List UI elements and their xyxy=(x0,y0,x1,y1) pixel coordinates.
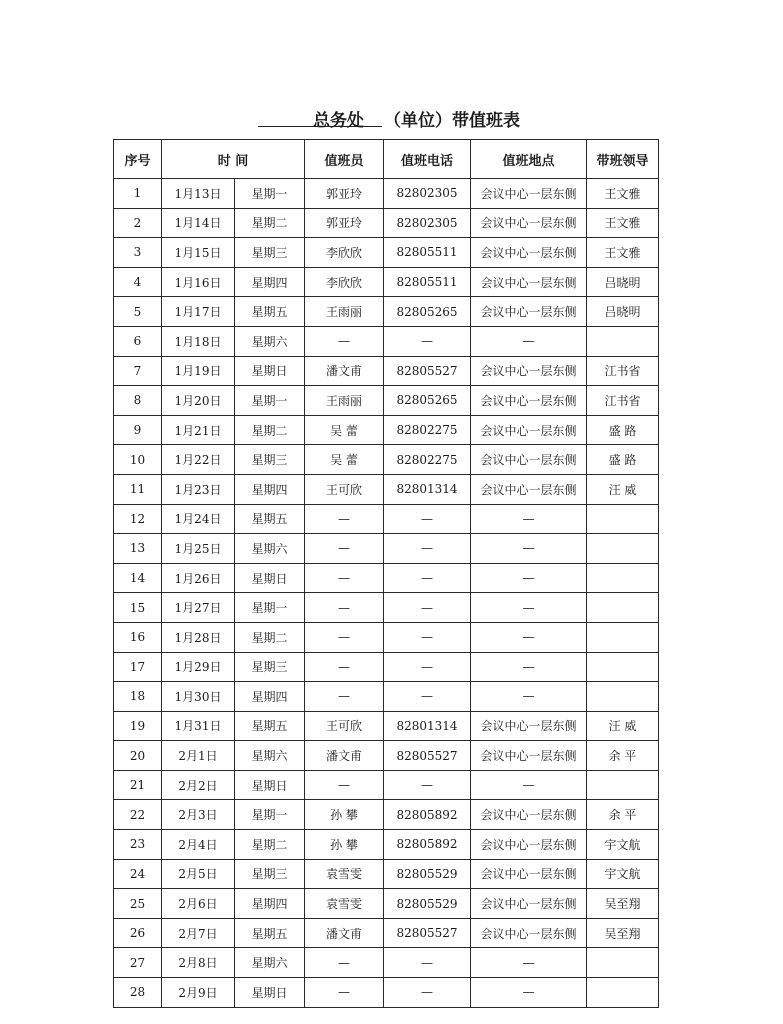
cell-person: 孙 攀 xyxy=(305,800,384,830)
cell-date: 1月21日 xyxy=(162,415,235,445)
table-row xyxy=(114,474,659,504)
cell-date: 1月20日 xyxy=(162,386,235,416)
cell-seq: 17 xyxy=(114,652,162,682)
cell-seq: 24 xyxy=(114,859,162,889)
cell-seq: 7 xyxy=(114,356,162,386)
table-row xyxy=(114,741,659,771)
cell-date: 1月16日 xyxy=(162,267,235,297)
cell-weekday: 星期三 xyxy=(235,238,305,268)
cell-seq: 3 xyxy=(114,238,162,268)
cell-weekday: 星期四 xyxy=(235,889,305,919)
cell-phone: 82801314 xyxy=(384,711,471,741)
cell-person: — xyxy=(305,326,384,356)
cell-weekday: 星期四 xyxy=(235,267,305,297)
cell-date: 1月22日 xyxy=(162,445,235,475)
table-row xyxy=(114,238,659,268)
cell-phone: 82805511 xyxy=(384,267,471,297)
header-person: 值班员 xyxy=(305,140,384,179)
title-unit: 总务处 xyxy=(313,111,364,131)
table-row xyxy=(114,652,659,682)
cell-date: 1月15日 xyxy=(162,238,235,268)
cell-leader xyxy=(587,948,659,978)
cell-person: — xyxy=(305,622,384,652)
cell-location: — xyxy=(471,682,587,712)
cell-phone: — xyxy=(384,534,471,564)
cell-date: 1月13日 xyxy=(162,179,235,209)
cell-person: 潘文甫 xyxy=(305,918,384,948)
cell-phone: — xyxy=(384,682,471,712)
cell-leader xyxy=(587,652,659,682)
cell-date: 2月7日 xyxy=(162,918,235,948)
cell-phone: 82805511 xyxy=(384,238,471,268)
cell-date: 2月8日 xyxy=(162,948,235,978)
cell-person: — xyxy=(305,770,384,800)
table-row xyxy=(114,267,659,297)
cell-location: 会议中心一层东侧 xyxy=(471,830,587,860)
cell-date: 1月24日 xyxy=(162,504,235,534)
cell-phone: 82805265 xyxy=(384,297,471,327)
cell-location: 会议中心一层东侧 xyxy=(471,711,587,741)
cell-person: — xyxy=(305,563,384,593)
cell-location: — xyxy=(471,652,587,682)
cell-location: 会议中心一层东侧 xyxy=(471,889,587,919)
cell-seq: 23 xyxy=(114,830,162,860)
table-row xyxy=(114,593,659,623)
cell-phone: — xyxy=(384,978,471,1008)
cell-location: 会议中心一层东侧 xyxy=(471,297,587,327)
cell-phone: — xyxy=(384,326,471,356)
cell-leader xyxy=(587,504,659,534)
cell-date: 1月27日 xyxy=(162,593,235,623)
cell-seq: 22 xyxy=(114,800,162,830)
cell-person: 潘文甫 xyxy=(305,356,384,386)
cell-leader: 宇文航 xyxy=(587,859,659,889)
cell-location: 会议中心一层东侧 xyxy=(471,386,587,416)
cell-leader xyxy=(587,593,659,623)
cell-person: 潘文甫 xyxy=(305,741,384,771)
table-row xyxy=(114,622,659,652)
cell-location: — xyxy=(471,504,587,534)
table-row xyxy=(114,711,659,741)
cell-phone: 82805892 xyxy=(384,830,471,860)
cell-leader: 宇文航 xyxy=(587,830,659,860)
cell-person: 孙 攀 xyxy=(305,830,384,860)
cell-leader: 吕晓明 xyxy=(587,297,659,327)
cell-person: 李欣欣 xyxy=(305,267,384,297)
cell-seq: 16 xyxy=(114,622,162,652)
cell-seq: 9 xyxy=(114,415,162,445)
cell-weekday: 星期日 xyxy=(235,978,305,1008)
cell-phone: 82805527 xyxy=(384,918,471,948)
cell-weekday: 星期一 xyxy=(235,179,305,209)
cell-phone: — xyxy=(384,622,471,652)
cell-seq: 1 xyxy=(114,179,162,209)
cell-person: — xyxy=(305,978,384,1008)
cell-seq: 27 xyxy=(114,948,162,978)
cell-location: — xyxy=(471,563,587,593)
cell-leader xyxy=(587,534,659,564)
cell-date: 2月3日 xyxy=(162,800,235,830)
cell-weekday: 星期二 xyxy=(235,622,305,652)
cell-leader xyxy=(587,770,659,800)
cell-person: 袁雪雯 xyxy=(305,889,384,919)
cell-leader: 王文雅 xyxy=(587,208,659,238)
cell-leader: 江书省 xyxy=(587,386,659,416)
cell-seq: 26 xyxy=(114,918,162,948)
cell-seq: 20 xyxy=(114,741,162,771)
cell-date: 1月19日 xyxy=(162,356,235,386)
cell-date: 1月26日 xyxy=(162,563,235,593)
cell-weekday: 星期一 xyxy=(235,593,305,623)
cell-date: 2月1日 xyxy=(162,741,235,771)
cell-leader xyxy=(587,978,659,1008)
cell-leader: 余 平 xyxy=(587,800,659,830)
cell-person: — xyxy=(305,593,384,623)
cell-phone: 82805265 xyxy=(384,386,471,416)
cell-person: 王可欣 xyxy=(305,474,384,504)
table-row xyxy=(114,948,659,978)
cell-seq: 25 xyxy=(114,889,162,919)
cell-weekday: 星期六 xyxy=(235,741,305,771)
cell-location: — xyxy=(471,534,587,564)
cell-weekday: 星期二 xyxy=(235,208,305,238)
cell-weekday: 星期日 xyxy=(235,563,305,593)
header-seq: 序号 xyxy=(114,140,162,179)
cell-leader: 盛 路 xyxy=(587,415,659,445)
cell-phone: — xyxy=(384,770,471,800)
cell-weekday: 星期四 xyxy=(235,682,305,712)
cell-leader: 盛 路 xyxy=(587,445,659,475)
cell-person: 王可欣 xyxy=(305,711,384,741)
cell-location: 会议中心一层东侧 xyxy=(471,474,587,504)
cell-phone: — xyxy=(384,652,471,682)
cell-leader xyxy=(587,326,659,356)
cell-leader: 吴至翔 xyxy=(587,918,659,948)
cell-weekday: 星期五 xyxy=(235,504,305,534)
cell-weekday: 星期日 xyxy=(235,356,305,386)
cell-phone: 82805892 xyxy=(384,800,471,830)
cell-weekday: 星期三 xyxy=(235,445,305,475)
cell-seq: 28 xyxy=(114,978,162,1008)
table-row xyxy=(114,386,659,416)
cell-date: 2月4日 xyxy=(162,830,235,860)
cell-person: 袁雪雯 xyxy=(305,859,384,889)
cell-location: — xyxy=(471,622,587,652)
cell-date: 2月6日 xyxy=(162,889,235,919)
table-row xyxy=(114,682,659,712)
cell-location: 会议中心一层东侧 xyxy=(471,800,587,830)
table-row xyxy=(114,534,659,564)
cell-weekday: 星期二 xyxy=(235,830,305,860)
cell-seq: 8 xyxy=(114,386,162,416)
cell-person: 王雨丽 xyxy=(305,386,384,416)
table-row xyxy=(114,978,659,1008)
cell-phone: 82805529 xyxy=(384,889,471,919)
cell-seq: 4 xyxy=(114,267,162,297)
cell-weekday: 星期二 xyxy=(235,415,305,445)
cell-location: 会议中心一层东侧 xyxy=(471,179,587,209)
cell-person: — xyxy=(305,652,384,682)
cell-person: 吴 蕾 xyxy=(305,415,384,445)
cell-person: 李欣欣 xyxy=(305,238,384,268)
table-row xyxy=(114,326,659,356)
table-row xyxy=(114,918,659,948)
cell-weekday: 星期五 xyxy=(235,297,305,327)
cell-weekday: 星期六 xyxy=(235,948,305,978)
cell-leader: 王文雅 xyxy=(587,238,659,268)
cell-phone: 82802305 xyxy=(384,208,471,238)
cell-location: — xyxy=(471,978,587,1008)
cell-location: 会议中心一层东侧 xyxy=(471,741,587,771)
cell-person: — xyxy=(305,534,384,564)
cell-date: 1月30日 xyxy=(162,682,235,712)
cell-phone: 82805527 xyxy=(384,356,471,386)
cell-date: 1月18日 xyxy=(162,326,235,356)
cell-leader: 汪 威 xyxy=(587,474,659,504)
cell-weekday: 星期日 xyxy=(235,770,305,800)
header-time: 时 间 xyxy=(162,140,305,179)
table-row xyxy=(114,504,659,534)
cell-seq: 19 xyxy=(114,711,162,741)
cell-weekday: 星期五 xyxy=(235,918,305,948)
cell-weekday: 星期六 xyxy=(235,326,305,356)
cell-date: 1月14日 xyxy=(162,208,235,238)
cell-weekday: 星期五 xyxy=(235,711,305,741)
cell-location: — xyxy=(471,770,587,800)
cell-leader: 汪 威 xyxy=(587,711,659,741)
table-row xyxy=(114,563,659,593)
cell-seq: 12 xyxy=(114,504,162,534)
cell-person: 郭亚玲 xyxy=(305,179,384,209)
cell-date: 1月17日 xyxy=(162,297,235,327)
table-row xyxy=(114,800,659,830)
cell-date: 1月25日 xyxy=(162,534,235,564)
table-row xyxy=(114,179,659,209)
cell-leader: 余 平 xyxy=(587,741,659,771)
cell-seq: 14 xyxy=(114,563,162,593)
cell-weekday: 星期三 xyxy=(235,859,305,889)
cell-location: 会议中心一层东侧 xyxy=(471,208,587,238)
header-location: 值班地点 xyxy=(471,140,587,179)
header-leader: 带班领导 xyxy=(587,140,659,179)
cell-leader: 吴至翔 xyxy=(587,889,659,919)
table-row xyxy=(114,297,659,327)
cell-phone: — xyxy=(384,504,471,534)
cell-person: 王雨丽 xyxy=(305,297,384,327)
cell-date: 2月5日 xyxy=(162,859,235,889)
cell-leader xyxy=(587,682,659,712)
cell-phone: — xyxy=(384,593,471,623)
cell-leader: 王文雅 xyxy=(587,179,659,209)
cell-seq: 5 xyxy=(114,297,162,327)
cell-phone: 82802275 xyxy=(384,415,471,445)
cell-date: 2月2日 xyxy=(162,770,235,800)
cell-weekday: 星期六 xyxy=(235,534,305,564)
cell-location: — xyxy=(471,593,587,623)
cell-phone: — xyxy=(384,563,471,593)
cell-weekday: 星期一 xyxy=(235,386,305,416)
cell-date: 1月28日 xyxy=(162,622,235,652)
table-row xyxy=(114,445,659,475)
cell-leader: 江书省 xyxy=(587,356,659,386)
header-row xyxy=(114,140,659,179)
title-rest: （单位）带值班表 xyxy=(384,111,520,131)
cell-location: 会议中心一层东侧 xyxy=(471,445,587,475)
cell-person: 吴 蕾 xyxy=(305,445,384,475)
cell-leader xyxy=(587,563,659,593)
cell-location: 会议中心一层东侧 xyxy=(471,356,587,386)
cell-date: 1月29日 xyxy=(162,652,235,682)
cell-phone: 82805529 xyxy=(384,859,471,889)
cell-phone: 82802305 xyxy=(384,179,471,209)
cell-location: 会议中心一层东侧 xyxy=(471,415,587,445)
cell-seq: 10 xyxy=(114,445,162,475)
cell-seq: 13 xyxy=(114,534,162,564)
document-title xyxy=(0,106,783,136)
cell-date: 2月9日 xyxy=(162,978,235,1008)
cell-leader: 吕晓明 xyxy=(587,267,659,297)
table-row xyxy=(114,208,659,238)
cell-seq: 2 xyxy=(114,208,162,238)
cell-person: 郭亚玲 xyxy=(305,208,384,238)
cell-date: 1月31日 xyxy=(162,711,235,741)
table-row xyxy=(114,830,659,860)
cell-person: — xyxy=(305,948,384,978)
cell-phone: 82805527 xyxy=(384,741,471,771)
table-row xyxy=(114,356,659,386)
cell-seq: 15 xyxy=(114,593,162,623)
cell-leader xyxy=(587,622,659,652)
cell-seq: 6 xyxy=(114,326,162,356)
table-row xyxy=(114,770,659,800)
cell-person: — xyxy=(305,682,384,712)
table-row xyxy=(114,415,659,445)
table-row xyxy=(114,859,659,889)
cell-location: 会议中心一层东侧 xyxy=(471,238,587,268)
cell-location: — xyxy=(471,326,587,356)
cell-phone: — xyxy=(384,948,471,978)
table-row xyxy=(114,889,659,919)
cell-date: 1月23日 xyxy=(162,474,235,504)
cell-phone: 82801314 xyxy=(384,474,471,504)
cell-seq: 21 xyxy=(114,770,162,800)
cell-seq: 11 xyxy=(114,474,162,504)
cell-location: 会议中心一层东侧 xyxy=(471,918,587,948)
duty-table xyxy=(113,139,659,1008)
header-phone: 值班电话 xyxy=(384,140,471,179)
cell-location: 会议中心一层东侧 xyxy=(471,267,587,297)
cell-location: — xyxy=(471,948,587,978)
cell-phone: 82802275 xyxy=(384,445,471,475)
cell-seq: 18 xyxy=(114,682,162,712)
cell-weekday: 星期一 xyxy=(235,800,305,830)
cell-weekday: 星期三 xyxy=(235,652,305,682)
cell-location: 会议中心一层东侧 xyxy=(471,859,587,889)
cell-weekday: 星期四 xyxy=(235,474,305,504)
cell-person: — xyxy=(305,504,384,534)
